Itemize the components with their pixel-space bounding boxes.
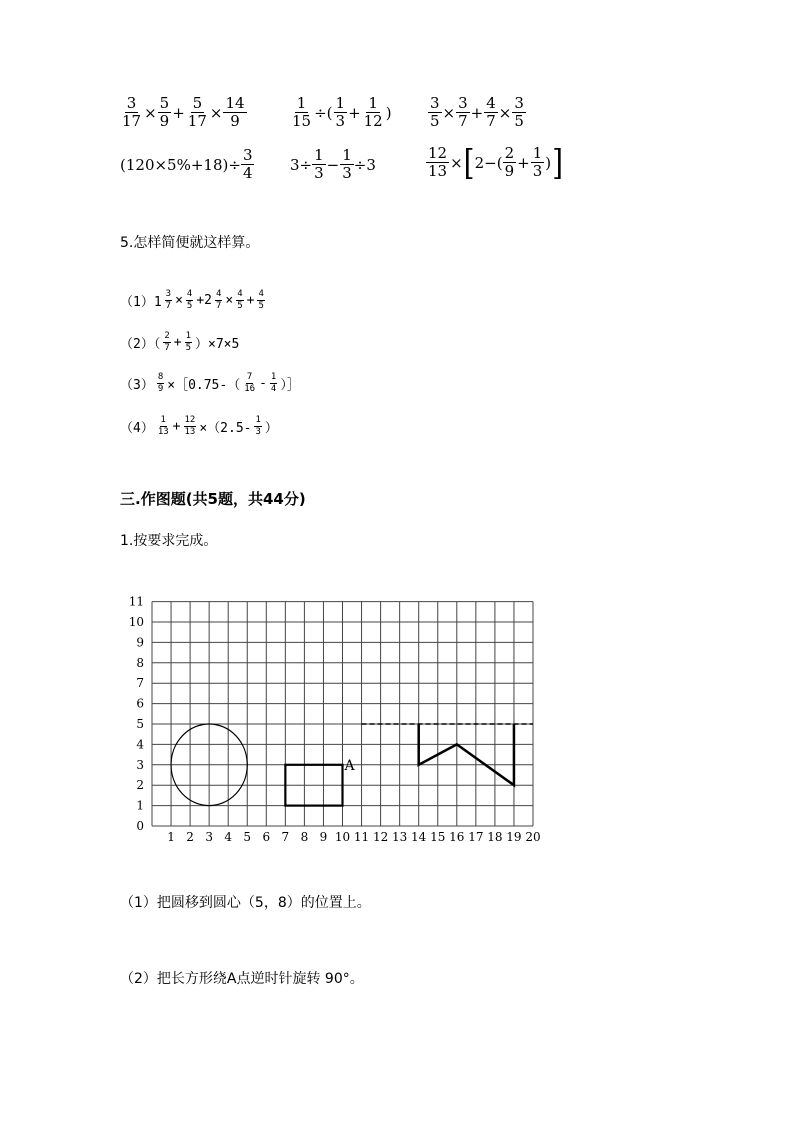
sub-question-1: （1）把圆移到圆心（5，8）的位置上。 [120,895,371,911]
x-tick-label: 2 [186,830,194,844]
q5-item-4: （4） 1 13 + $\frac{12}{13}$ ×（2.5- 1 3 ） [120,415,278,437]
x-tick-label: 10 [334,830,351,844]
x-tick-label: 13 [392,830,408,844]
x-tick-label: 12 [372,830,389,844]
x-tick-label: 14 [411,830,427,844]
sub-question-2: （2）把长方形绕A点逆时针旋转 90°。 [120,971,364,987]
y-tick-label: 10 [128,615,144,629]
q5-item-2: （2）（ 2 7 + $\frac{1}{5}$ ）×7×5 [120,331,240,353]
x-tick-label: 3 [205,830,213,844]
calc-r1c2: $\frac{1}{15}$ ÷( $\frac{1}{3}$ + $\frac{1}{12}$ ) [292,94,392,130]
x-tick-label: 11 [353,830,370,844]
y-tick-label: 6 [136,696,144,711]
x-tick-label: 8 [300,830,309,844]
y-tick-label: 7 [136,676,144,691]
point-a-label: A [344,757,355,774]
q5-item-1: （1）1 $\frac{3}{7}$ × $\frac{4}{5}$ +2 $\frac{4}{7}$ × $\frac{4}{5}$ + $\frac{4}{5}$ [120,289,264,311]
y-tick-label: 1 [136,798,144,813]
calc-r1c1: $\frac{3}{17}$ × $\frac{5}{9}$ + $\frac{5}{17}$ × $\frac{14}{9}$ [122,94,245,130]
x-tick-label: 17 [468,830,484,844]
y-tick-label: 4 [136,737,144,752]
calc-r2c2: 3÷ $\frac{1}{3}$ − $\frac{1}{3}$ ÷3 [290,146,376,182]
x-tick-label: 5 [243,830,252,844]
x-tick-label: 1 [167,830,175,844]
x-tick-label: 7 [281,830,290,844]
x-tick-label: 20 [525,830,541,844]
x-tick-label: 4 [224,830,233,844]
y-tick-label: 11 [128,594,144,609]
x-tick-label: 19 [506,830,522,844]
q5-heading: 5.怎样简便就这样算。 [120,235,260,251]
section-title: 三.作图题(共5题，共44分) [120,490,306,508]
y-tick-label: 2 [136,778,144,793]
x-tick-label: 16 [449,830,465,844]
question-1-prompt: 1.按要求完成。 [120,533,218,549]
y-tick-label: 8 [136,655,144,670]
calc-r2c1: (120×5%+18)÷ $\frac{3}{4}$ [120,146,253,182]
x-tick-label: 15 [430,830,446,844]
polyline-shape [419,724,514,785]
y-tick-label: 0 [136,819,144,833]
y-tick-label: 5 [136,717,144,731]
y-tick-label: 9 [136,635,144,650]
calc-r1c3: $\frac{3}{5}$ × $\frac{3}{7}$ + $\frac{4}{7}$ × $\frac{3}{5}$ [430,94,524,130]
x-tick-label: 18 [487,830,503,844]
calc-r2c3: $\frac{12}{13}$ × [ 2−( $\frac{2}{9}$ + $\frac{1}{3}$ ) ] [428,141,564,183]
x-tick-label: 6 [262,830,271,844]
q5-item-3: （3） $\frac{8}{9}$ ×［0.75-（ 7 16 - 1 4 ）］ [120,372,300,394]
x-tick-label: 9 [319,830,328,844]
y-tick-label: 3 [136,757,144,772]
